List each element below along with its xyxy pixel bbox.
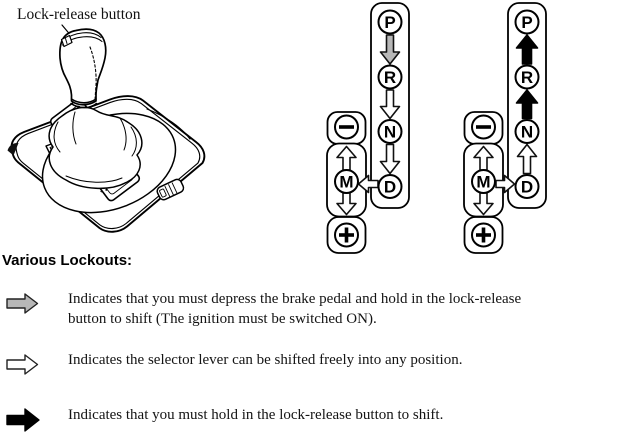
legend-item [0,405,620,425]
position-letter: P [521,13,533,32]
legend-item-text: Indicates the selector lever can be shifted freely into any position. [68,352,463,368]
gray-arrow-icon [5,291,43,317]
legend-item [0,350,620,370]
position-letter: M [476,172,491,192]
position-letter: R [383,68,397,87]
legend-item-text: Indicates that you must depress the brake pedal and hold in the lock-release button to shift (The ignition must be switched ON). [68,291,522,328]
position-letter: N [520,122,534,142]
legend-item [0,289,620,330]
gear-selector-illustration [0,0,320,250]
shift-pattern-diagram-1 [321,0,431,256]
shift-pattern-diagram-2 [458,0,568,256]
legend-item-text: Indicates that you must hold in the lock-release button to shift. [68,407,444,423]
gate-label: + [100,189,104,195]
position-letter: N [383,122,397,142]
position-letter: M [339,172,354,192]
legend-title: Various Lockouts: [2,252,133,269]
position-letter: R [520,68,534,87]
shift-knob [60,29,106,107]
lock-release-button-label: Lock-release button [17,6,141,23]
position-letter: D [383,177,397,197]
black-arrow-icon [5,407,43,433]
position-letter: P [384,13,396,32]
position-letter: D [520,177,534,197]
white-arrow-icon [5,352,43,378]
